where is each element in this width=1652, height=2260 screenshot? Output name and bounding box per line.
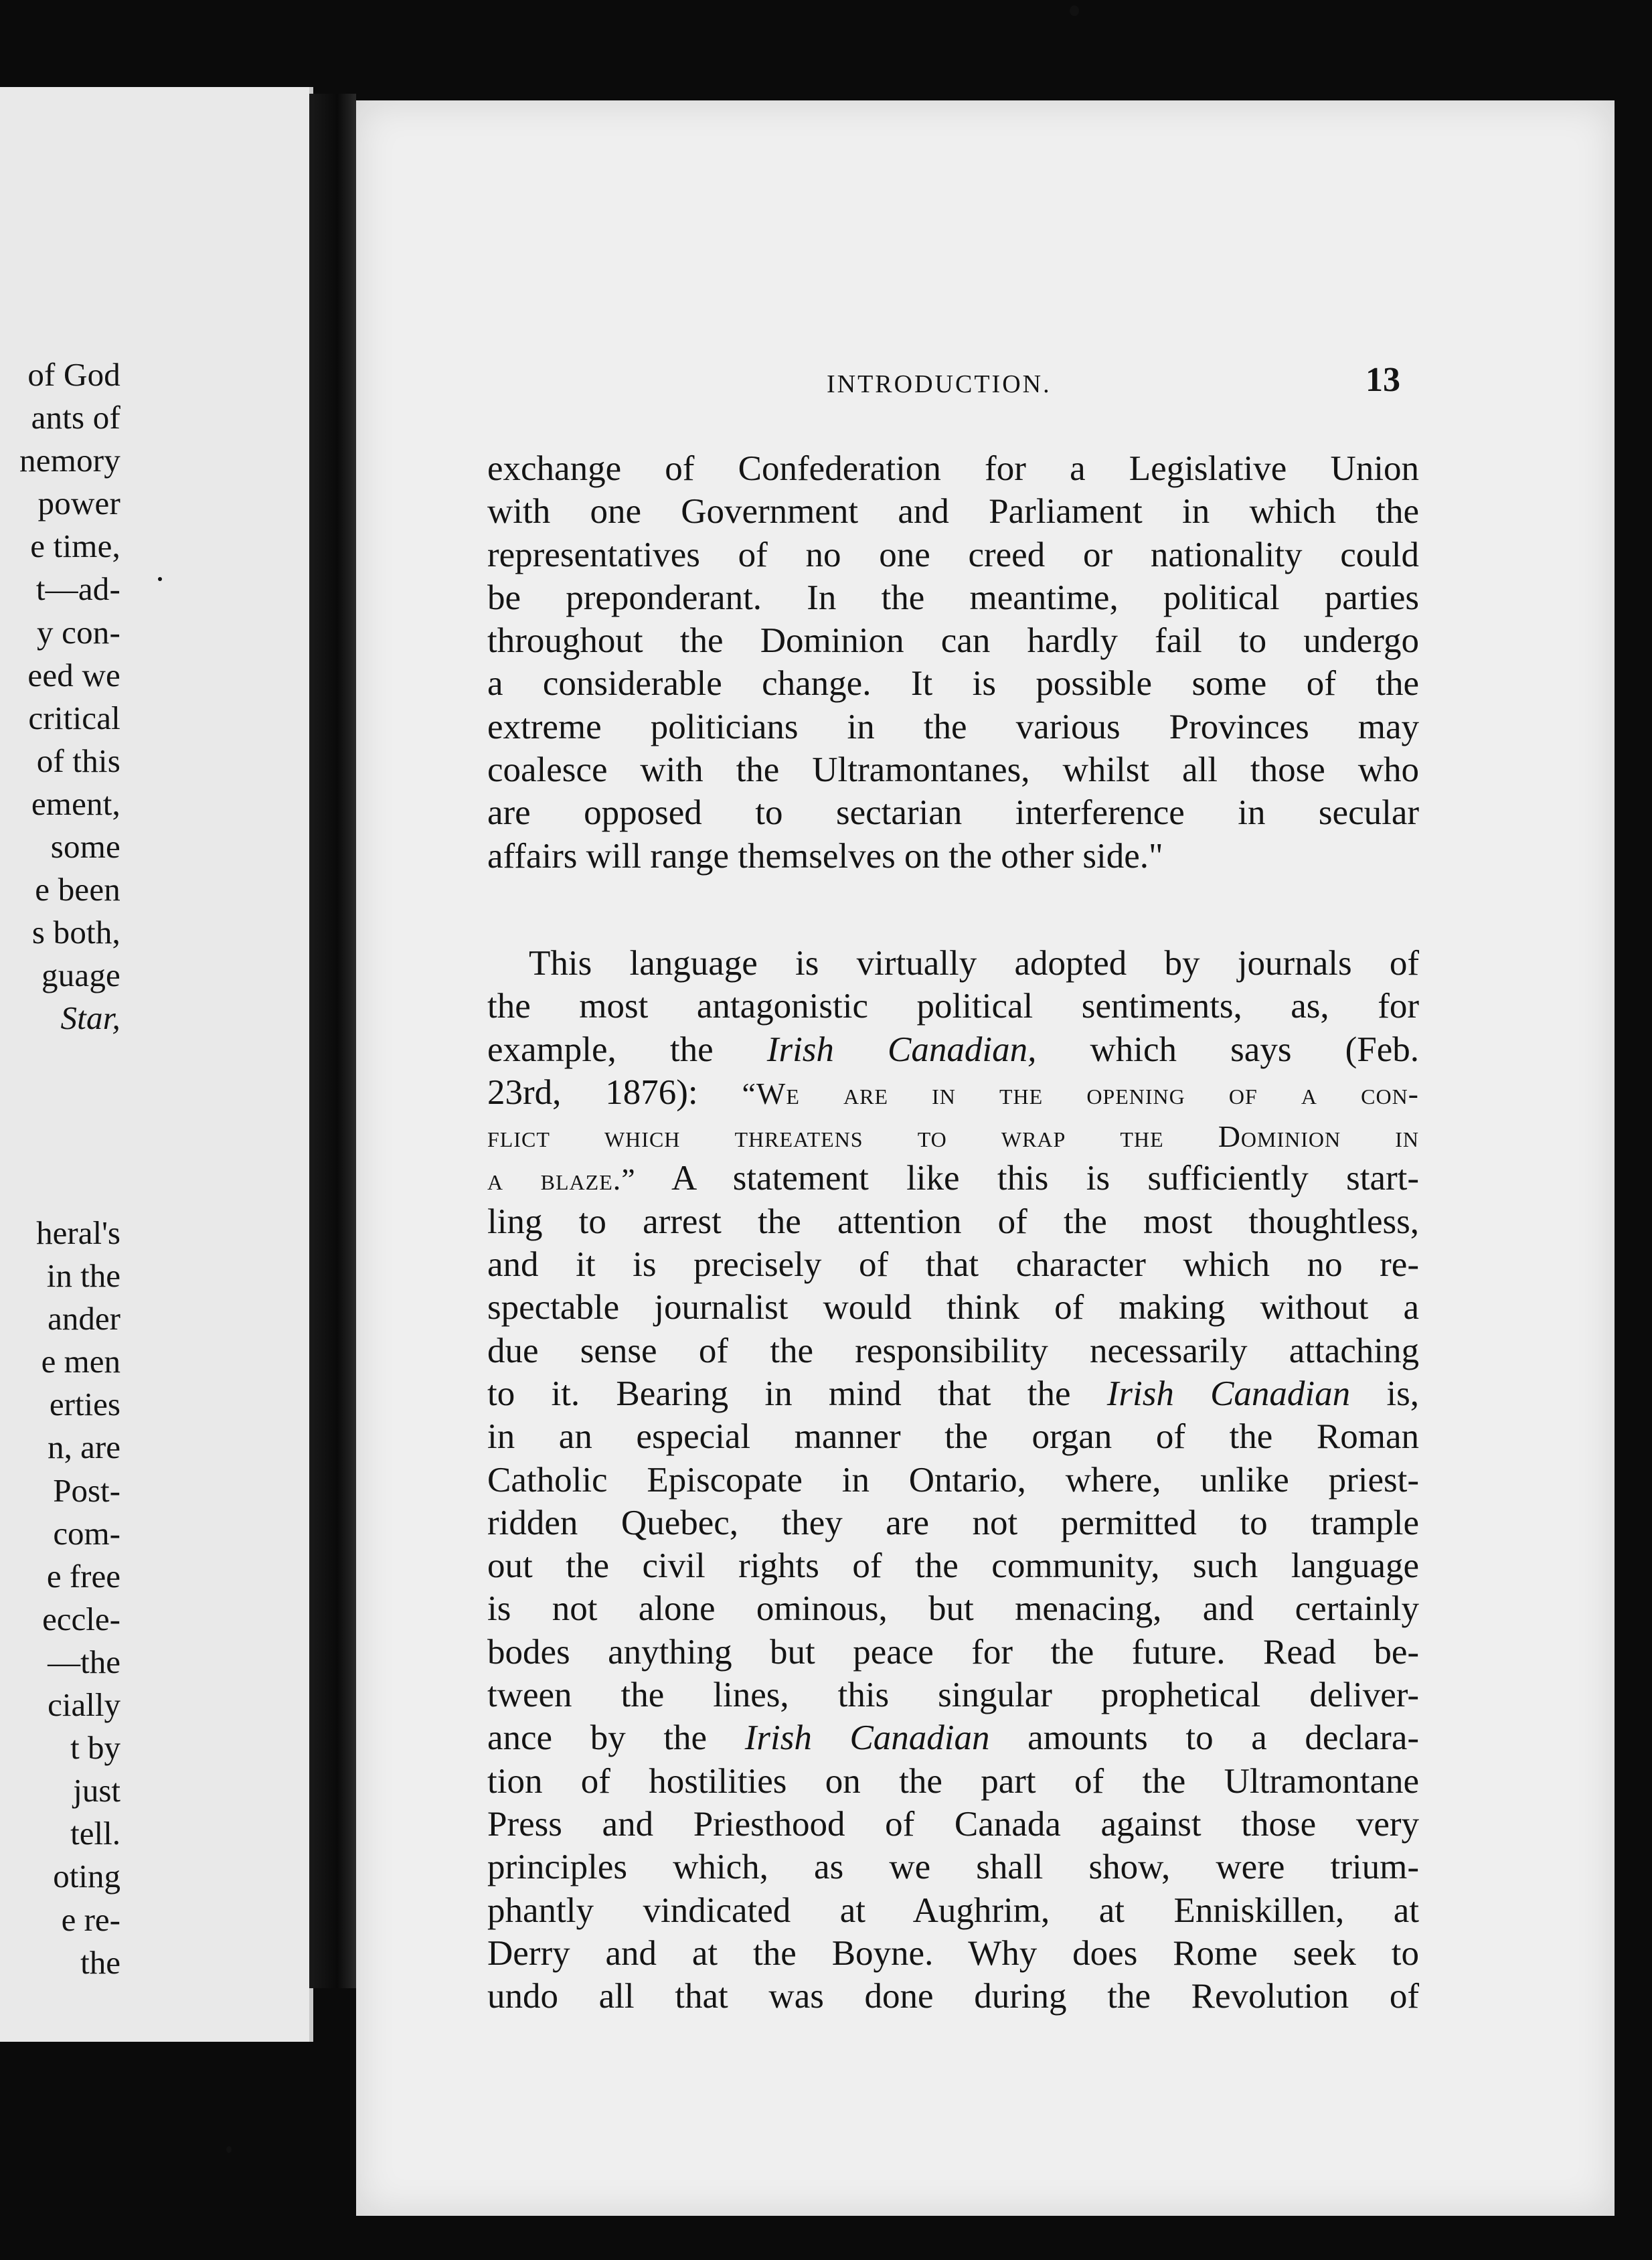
text-line: spectable journalist would think of making without a	[487, 1288, 1419, 1327]
left-line: eccle-	[42, 1600, 120, 1637]
text-line: Catholic Episcopate in Ontario, where, unlike priest-	[487, 1460, 1419, 1500]
text-line: affairs will range themselves on the other side."	[487, 836, 1163, 876]
text-line: representatives of no one creed or nationality could	[487, 535, 1419, 574]
left-line: e time,	[30, 528, 120, 565]
paragraph-gap	[487, 878, 1419, 942]
italic-title: Irish Canadian	[744, 1718, 990, 1758]
left-line: e re-	[61, 1901, 120, 1938]
text-line: 23rd, 1876): “We are in the opening of a con-	[487, 1072, 1420, 1112]
left-line: t—ad-	[35, 570, 120, 608]
text-line: This language is virtually adopted by journals of	[529, 943, 1419, 983]
text-line: be preponderant. In the meantime, political parties	[487, 578, 1419, 617]
left-line: ants of	[31, 399, 120, 436]
print-speck	[226, 2146, 232, 2153]
text-line: to it. Bearing in mind that the Irish Canadian is,	[487, 1374, 1419, 1413]
left-line: guage	[42, 957, 120, 994]
text-line: throughout the Dominion can hardly fail to undergo	[487, 621, 1419, 661]
text-line: phantly vindicated at Aughrim, at Enniskillen, at	[487, 1890, 1419, 1930]
small-caps-quote: flict which threatens to wrap the Dominion in	[487, 1119, 1419, 1154]
left-line: in the	[46, 1257, 120, 1295]
left-line: Star,	[60, 999, 120, 1037]
text-line: undo all that was done during the Revolution of	[487, 1977, 1419, 2016]
text-line: Derry and at the Boyne. Why does Rome seek to	[487, 1933, 1419, 1973]
previous-page-text-top	[0, 353, 120, 1040]
print-speck	[1070, 5, 1079, 16]
text-line: a blaze.” A statement like this is sufficiently start-	[487, 1159, 1419, 1198]
text-line: with one Government and Parliament in which the	[487, 492, 1419, 532]
text-line: tween the lines, this singular prophetical deliver-	[487, 1676, 1419, 1715]
left-line: oting	[53, 1858, 120, 1895]
left-line: critical	[28, 699, 120, 736]
text-line: Press and Priesthood of Canada against those very	[487, 1804, 1419, 1844]
text-line: exchange of Confederation for a Legislative Union	[487, 449, 1419, 488]
left-line: power	[37, 485, 120, 522]
italic-title: Irish Canadian	[1106, 1374, 1351, 1413]
small-caps-quote: a blaze.”	[487, 1162, 636, 1197]
page-body	[487, 447, 1419, 2018]
running-head: INTRODUCTION.	[827, 370, 1052, 398]
left-line: just	[73, 1772, 120, 1809]
text-line: bodes anything but peace for the future. Read be-	[487, 1632, 1419, 1672]
left-line: e free	[46, 1557, 120, 1595]
left-line: tell.	[70, 1815, 120, 1852]
text-line: principles which, as we shall show, were trium-	[487, 1848, 1419, 1887]
text-line: ling to arrest the attention of the most thoughtless,	[487, 1202, 1419, 1241]
left-line: cially	[48, 1686, 120, 1724]
left-line: y con-	[36, 613, 120, 651]
book-gutter	[309, 94, 356, 1988]
left-line: s both,	[31, 914, 120, 951]
left-line: n, are	[48, 1429, 120, 1466]
left-line: erties	[49, 1386, 120, 1423]
left-line: Post-	[53, 1471, 120, 1509]
left-line: ander	[48, 1300, 120, 1338]
left-line: com-	[53, 1514, 120, 1552]
text-line: due sense of the responsibility necessarily attaching	[487, 1331, 1419, 1370]
text-line: example, the Irish Canadian, which says (Feb.	[487, 1030, 1419, 1069]
text-line: ridden Quebec, they are not permitted to trample	[487, 1503, 1419, 1542]
left-line: some	[50, 828, 120, 866]
text-line: is not alone ominous, but menacing, and certainly	[487, 1589, 1419, 1629]
left-line: e men	[41, 1343, 120, 1380]
left-line: ement,	[31, 785, 120, 822]
text-line: tion of hostilities on the part of the Ultramontane	[487, 1761, 1419, 1801]
italic-title: Irish Canadian,	[766, 1030, 1037, 1069]
left-line: eed we	[27, 656, 120, 694]
small-caps-quote: “We are in the opening of a con-	[742, 1076, 1420, 1111]
text-line: the most antagonistic political sentiments, as, for	[487, 987, 1419, 1026]
print-speck	[158, 577, 162, 581]
previous-page-fragment	[0, 87, 313, 2042]
left-line: of God	[27, 356, 120, 393]
text-line: extreme politicians in the various Provinces may	[487, 707, 1419, 746]
left-line: nemory	[19, 442, 120, 479]
text-line: coalesce with the Ultramontanes, whilst all those who	[487, 750, 1419, 790]
text-line: in an especial manner the organ of the Roman	[487, 1417, 1419, 1457]
left-line: e been	[35, 871, 120, 908]
text-line: ance by the Irish Canadian amounts to a declara-	[487, 1718, 1419, 1758]
left-line: the	[80, 1943, 120, 1981]
left-line: —the	[48, 1643, 120, 1680]
text-line	[487, 1114, 1419, 1157]
text-line: out the civil rights of the community, such language	[487, 1546, 1419, 1586]
page-number: 13	[1366, 361, 1400, 399]
left-line: heral's	[36, 1214, 120, 1251]
text-line: are opposed to sectarian interference in secular	[487, 793, 1419, 833]
left-line: of this	[36, 742, 120, 779]
text-line: and it is precisely of that character which no re-	[487, 1245, 1419, 1285]
left-line: t by	[70, 1729, 120, 1767]
text-line: a considerable change. It is possible some of the	[487, 664, 1419, 704]
previous-page-text-bottom	[0, 1212, 120, 1984]
